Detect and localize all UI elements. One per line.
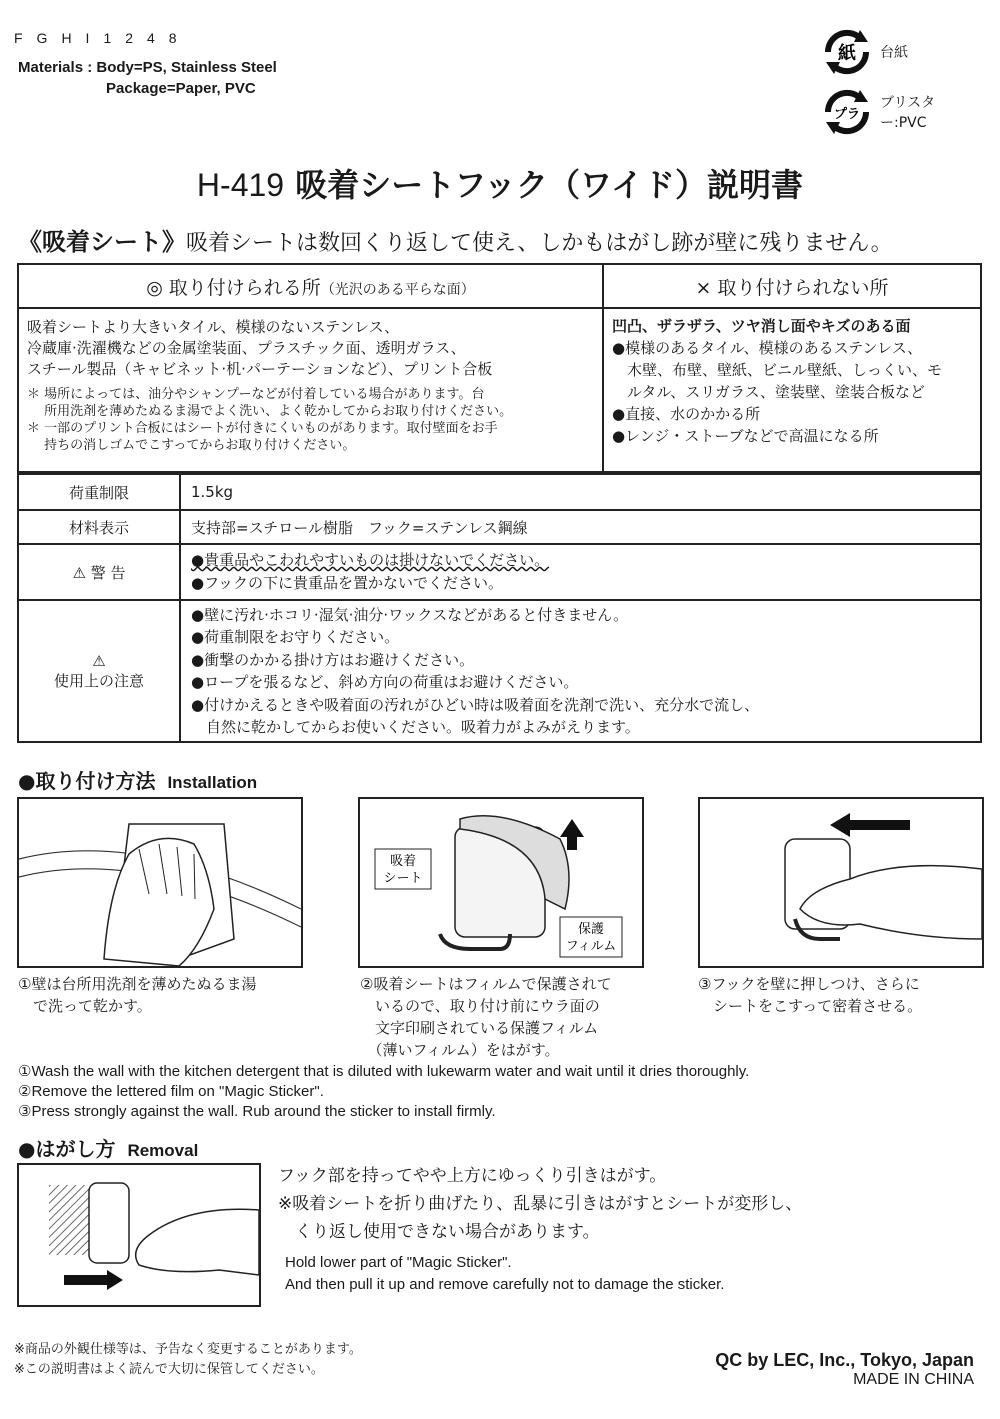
svg-text:シート: シート bbox=[383, 871, 423, 886]
removal-en-text: Hold lower part of "Magic Sticker". And then pull it up and remove carefully not to damage the sticker. bbox=[285, 1254, 725, 1293]
caution-text: ●壁に汚れ·ホコリ·湿気·油分·ワックスなどがあると付きません。 ●荷重制限をお守りください。 ●衝撃のかかる掛け方はお避けください。 ●ロープを張るなど、斜め方向の荷重はお避けください。 ●付けかえるときや吸着面の汚れがひどい時は吸着面を洗剤で洗い、充分水で流し、 自然に乾かしてからお使いください。吸着力がよみがえります。 bbox=[180, 600, 981, 742]
svg-text:紙: 紙 bbox=[838, 43, 856, 64]
install-heading: ●取り付け方法 Installation bbox=[18, 769, 258, 793]
surface-table bbox=[17, 263, 982, 473]
made-in-text: MADE IN CHINA bbox=[853, 1371, 974, 1388]
product-code: FGHI1248 bbox=[14, 30, 191, 46]
ok-line: 冷蔵庫·洗濯機などの金属塗装面、プラスチック面、透明ガラス、 bbox=[27, 339, 466, 357]
paper-recycle-icon bbox=[820, 26, 874, 78]
removal-image bbox=[17, 1163, 261, 1307]
title-name: 吸着シートフック（ワイド）説明書 bbox=[295, 166, 804, 204]
install-step2-text: ②吸着シートはフィルムで保護されて いるので、取り付け前にウラ面の 文字印刷されている保護フィルム （薄いフィルム）をはがす。 bbox=[360, 975, 612, 1059]
remove-hook-illustration bbox=[19, 1165, 259, 1305]
page-title bbox=[0, 160, 1000, 206]
material-value: 支持部=スチロール樹脂 フック=ステンレス鋼線 bbox=[180, 510, 981, 544]
warning-label: 警 告 bbox=[90, 563, 126, 582]
install-step3-text: ③フックを壁に押しつけ、さらに シートをこすって密着させる。 bbox=[698, 975, 923, 1015]
load-label: 荷重制限 bbox=[18, 474, 180, 510]
install-english-notes: ①Wash the wall with the kitchen detergent that is diluted with lukewarm water and wait until it dries thoroughly. ②Remove the lettered film on "Magic Sticker". ③Press strongly against the wall. Rub around the sticker to install firmly. bbox=[18, 1063, 750, 1120]
ok-line: スチール製品（キャビネット·机·パーテーションなど）、プリント合板 bbox=[27, 360, 493, 378]
warning-icon: ⚠ bbox=[72, 563, 86, 582]
materials-info bbox=[18, 57, 277, 99]
install-step2-image bbox=[358, 797, 644, 968]
ng-line: ●レンジ・ストーブなどで高温になる所 bbox=[612, 427, 879, 445]
svg-text:プラ: プラ bbox=[833, 107, 861, 122]
ok-surfaces bbox=[18, 308, 603, 472]
ng-header: × 取り付けられない所 bbox=[603, 264, 981, 308]
ng-title: 凹凸、ザラザラ、ツヤ消し面やキズのある面 bbox=[612, 317, 911, 335]
press-hook-illustration bbox=[700, 799, 982, 966]
ng-surfaces bbox=[603, 308, 981, 472]
svg-text:吸着: 吸着 bbox=[389, 854, 417, 869]
caution-label: 使用上の注意 bbox=[53, 671, 144, 690]
lead-body: 吸着シートは数回くり返して使え、しかもはがし跡が壁に残りません。 bbox=[186, 231, 893, 256]
plastic-recycle-icon bbox=[820, 86, 874, 138]
ng-line: ●直接、水のかかる所 bbox=[612, 405, 761, 423]
caution-icon: ⚠ bbox=[92, 651, 106, 670]
warning-text: ●貴重品やこわれやすいものは掛けないでください。 ●フックの下に貴重品を置かないでください。 bbox=[180, 544, 981, 600]
paper-recycle-label: 台紙 bbox=[880, 45, 908, 61]
hand-wiping-illustration bbox=[19, 799, 301, 966]
manufacturer-info bbox=[715, 1350, 974, 1389]
lead-text bbox=[18, 222, 893, 257]
model-number: H-419 bbox=[196, 167, 285, 203]
materials-line-1: Materials : Body=PS, Stainless Steel bbox=[18, 59, 277, 76]
ng-line: 木壁、布壁、壁紙、ビニル壁紙、しっくい、モ bbox=[612, 361, 943, 379]
spec-table bbox=[17, 473, 982, 743]
ok-line: 吸着シートより大きいタイル、模様のないステンレス、 bbox=[27, 318, 400, 336]
lead-tag: 《吸着シート》 bbox=[18, 228, 186, 256]
material-label: 材料表示 bbox=[18, 510, 180, 544]
materials-line-2: Package=Paper, PVC bbox=[106, 80, 256, 97]
ok-notes: ＊ 場所によっては、油分やシャンプーなどが付着している場合があります。台 所用洗剤を薄めたぬるま湯でよく洗い、よく乾かしてからお取り付けください。 ＊ 一部のプリント合板にはシートが付きにくいものがあります。取付壁面をお手 持ちの消しゴムでこすってからお取り付けください。 bbox=[27, 387, 513, 453]
install-step3-image bbox=[698, 797, 984, 968]
ok-header: ◎ 取り付けられる所（光沢のある平らな面） bbox=[18, 264, 603, 308]
ng-line: ルタル、スリガラス、塗装壁、塗装合板など bbox=[612, 383, 926, 401]
ng-line: ●模様のあるタイル、模様のあるステンレス、 bbox=[612, 339, 923, 357]
removal-heading: ●はがし方 Removal bbox=[18, 1137, 199, 1161]
load-value: 1.5kg bbox=[180, 474, 981, 510]
recycle-plastic bbox=[820, 86, 980, 138]
svg-text:フィルム: フィルム bbox=[565, 939, 617, 954]
caution-label-cell bbox=[18, 600, 180, 742]
peel-film-illustration bbox=[360, 799, 642, 966]
install-step1-image bbox=[17, 797, 303, 968]
svg-text:保護: 保護 bbox=[577, 922, 605, 937]
plastic-recycle-label: ブリスター:PVC bbox=[880, 95, 936, 131]
recycle-marks bbox=[820, 26, 980, 146]
removal-jp-text: フック部を持ってやや上方にゆっくり引きはがす。 ※吸着シートを折り曲げたり、乱暴に引きはがすとシートが変形し、 くり返し使用できない場合があります。 bbox=[278, 1166, 803, 1242]
recycle-paper bbox=[820, 26, 980, 78]
warning-label-cell bbox=[18, 544, 180, 600]
install-step1-text: ①壁は台所用洗剤を薄めたぬるま湯 で洗って乾かす。 bbox=[18, 975, 257, 1015]
footer-notes: ※商品の外観仕様等は、予告なく変更することがあります。 ※この説明書はよく読んで大切に保管してください。 bbox=[14, 1342, 362, 1377]
qc-text: QC by LEC, Inc., Tokyo, Japan bbox=[715, 1350, 974, 1370]
